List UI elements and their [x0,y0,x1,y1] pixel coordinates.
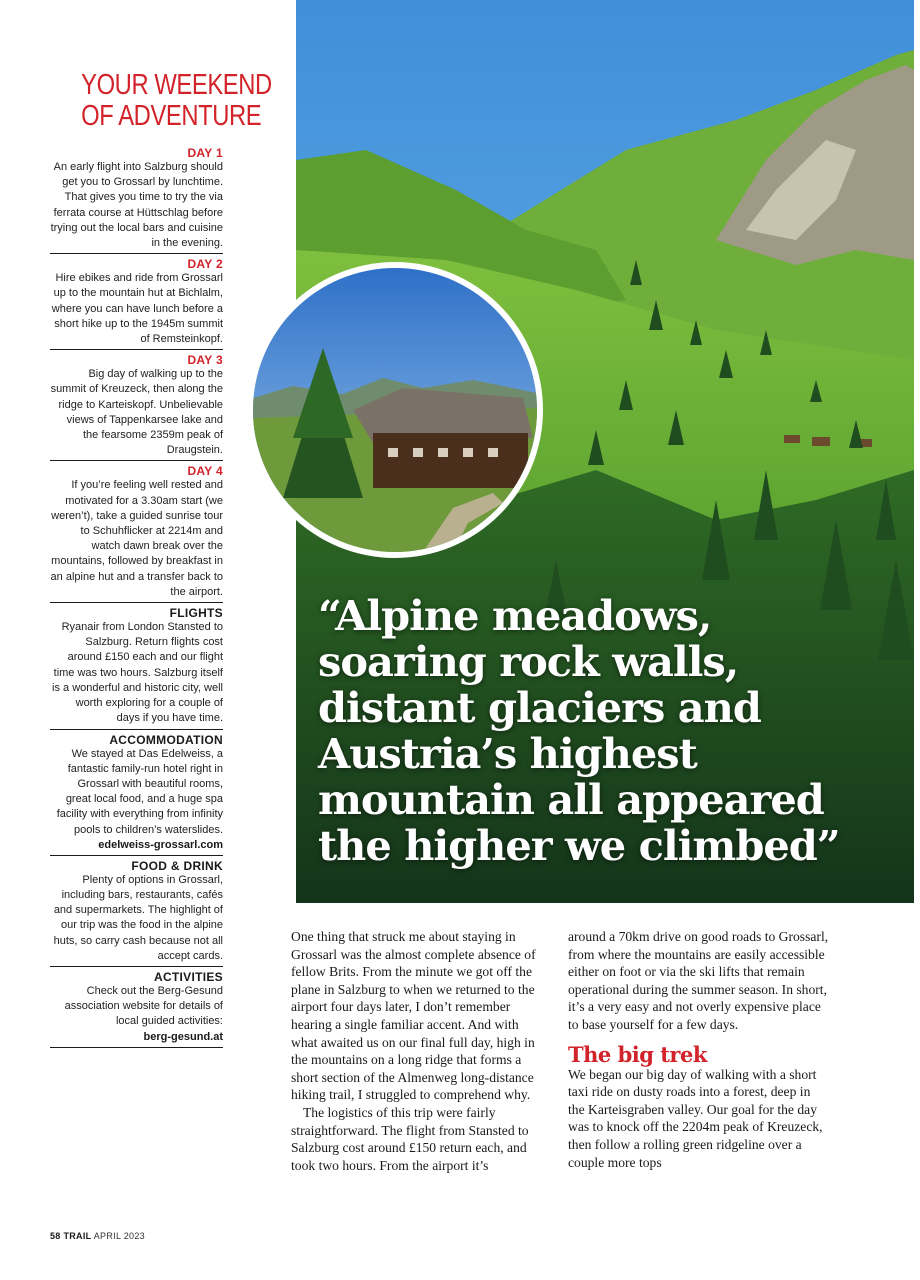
sidebar-weekend-itinerary [50,69,272,1051]
magazine-name: TRAIL [63,1231,92,1241]
article-paragraph: around a 70km drive on good roads to Grossarl, from where the mountains are easily accessible either on foot or via the ski lifts that remain operational during the summer season. In short, it’s a very easy and not overly expensive place to base yourself for a few days. [568,929,829,1032]
accommodation-heading: ACCOMMODATION [109,732,223,747]
day-4-section [50,464,223,603]
day-4-heading: DAY 4 [187,464,223,479]
activities-link[interactable]: berg-gesund.at [143,1030,223,1043]
accommodation-link[interactable]: edelweiss-grossarl.com [98,838,223,851]
day-1-text: An early flight into Salzburg should get you to Grossarl by lunchtime. That gives you time to try the via ferrata course at Hüttschlag before trying out the local bars and cuisine in the evening. [50,161,223,250]
food-drink-section [50,859,223,967]
day-4-text: If you’re feeling well rested and motivated for a 3.30am start (we weren’t), take a guided sunrise tour to Schuhflicker at 2214m and watch dawn break over the mountains, followed by breakfast in an alpine hut and a transfer back to the airport. [50,479,223,598]
activities-heading: ACTIVITIES [153,969,223,984]
section-heading-big-trek: The big trek [568,1041,707,1067]
day-1-section [50,146,223,254]
accommodation-section [50,733,223,856]
flights-text: Ryanair from London Stansted to Salzburg. Return flights cost around £150 each and our flight time was two hours. Salzburg itself is a wonderful and historic city, well worth exploring for a couple of days if you have time. [52,621,223,725]
issue-date: APRIL 2023 [93,1231,145,1241]
article-paragraph: The logistics of this trip were fairly straightforward. The flight from Stansted to Salzburg cost around £150 return each, and took two hours. From the airport it’s [291,1104,529,1173]
inset-alpine-hut-photo [247,262,543,558]
article-paragraph: We began our big day of walking with a short taxi ride on dusty roads into a forest, deep in the Karteisgraben valley. Our goal for the day was to knock off the 2204m peak of Kreuzeck, then follow a rolling green ridgeline over a couple more tops [568,1066,823,1170]
page-number: 58 [50,1231,61,1241]
day-3-section [50,353,223,461]
sidebar-title: YOUR WEEKEND OF ADVENTURE [81,69,272,132]
page-footer [50,1231,145,1241]
food-drink-heading: FOOD & DRINK [131,858,223,873]
activities-text: Check out the Berg-Gesund association website for details of local guided activities: [64,984,223,1028]
accommodation-text: We stayed at Das Edelweiss, a fantastic family-run hotel right in Grossarl with beautiful rooms, great local food, and a huge spa facility with everything from infinity pools to children’s waterslides. [56,747,223,836]
day-3-text: Big day of walking up to the summit of Kreuzeck, then along the ridge to Karteiskopf. Unbelievable views of Tappenkarsee lake and the fearsome 2359m peak of Draugstein. [50,368,223,457]
day-2-section [50,257,223,350]
flights-section [50,606,223,729]
article-column-1 [291,928,545,1174]
activities-section [50,970,223,1048]
article-paragraph: One thing that struck me about staying in Grossarl was the almost complete absence of fellow Brits. From the minute we got off the plane in Salzburg to when we returned to the airport four days later, I don’t remember hearing a single familiar accent. And with what awaited us on our final full day, high in the mountains on a long ridge that forms a short section of the Almenweg long-distance hiking trail, I struggled to comprehend why. [291,929,536,1103]
day-3-heading: DAY 3 [187,353,223,368]
day-2-heading: DAY 2 [187,257,223,272]
pull-quote: “Alpine meadows, soaring rock walls, distant glaciers and Austria’s highest mountain all appeared the higher we climbed” [318,591,840,870]
flights-heading: FLIGHTS [169,606,223,621]
article-column-2 [568,928,830,1171]
food-drink-text: Plenty of options in Grossarl, including bars, restaurants, cafés and supermarkets. The highlight of our trip was the food in the alpine huts, so carry cash because not all accept cards. [53,873,223,962]
day-2-text: Hire ebikes and ride from Grossarl up to the mountain hut at Bichlalm, where you can have lunch before a short hike up to the 1945m summit of Remsteinkopf. [51,272,223,346]
day-1-heading: DAY 1 [187,146,223,160]
